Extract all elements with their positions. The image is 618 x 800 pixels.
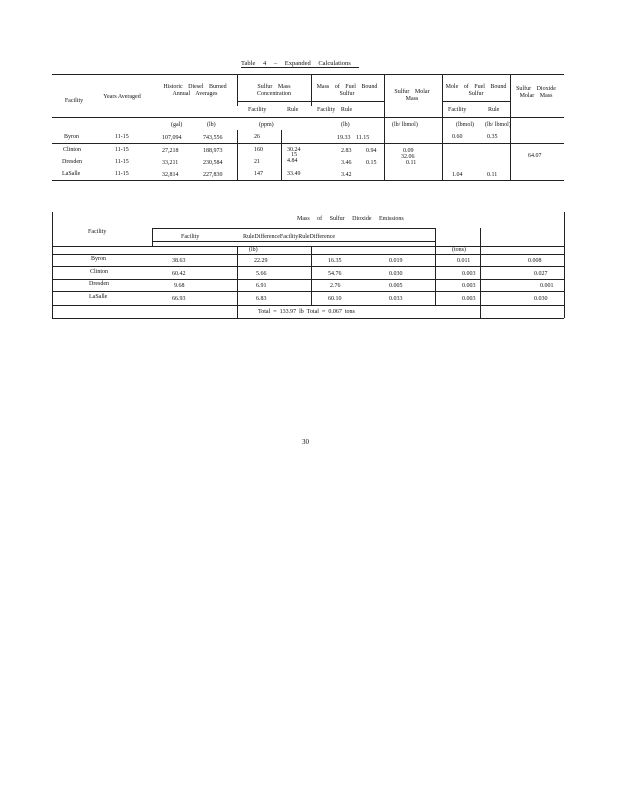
h-mole-fuel: Mole of Fuel Bound Sulfur bbox=[445, 84, 507, 97]
h-years: Years Averaged bbox=[103, 94, 141, 100]
h-fuel-sulfur: Mass of Fuel Bound Sulfur bbox=[316, 84, 378, 97]
t2-unit-lb: (lb) bbox=[249, 247, 258, 253]
t2-h-facility: Facility bbox=[88, 229, 107, 235]
rule-ppm: 15 bbox=[291, 152, 297, 158]
sub-rule2: Rule bbox=[488, 107, 500, 113]
h-facility: Facility bbox=[64, 98, 84, 104]
t1-bottom-border bbox=[52, 180, 564, 181]
sub-facility-rule: Facility Rule bbox=[317, 107, 353, 113]
molar-mass-value: 32.06 bbox=[401, 154, 415, 160]
unit-lb-lbmol2: (lb/ lbmol) bbox=[485, 122, 511, 128]
h-molar-mass: Sulfur Molar Mass bbox=[394, 89, 430, 102]
unit-lbmol: (lbmol) bbox=[456, 122, 474, 128]
h-so2-molar: Sulfur Dioxide Molar Mass bbox=[516, 86, 556, 99]
t2-right-border bbox=[564, 212, 565, 318]
t2-sub-rest: RuleDifferenceFacilityRuleDifference bbox=[243, 234, 336, 240]
sub-facility: Facility bbox=[248, 107, 267, 113]
t2-sub-facility: Facility bbox=[181, 234, 200, 240]
page-number: 30 bbox=[302, 438, 309, 446]
t2-group-header: Mass of Sulfur Dioxide Emissions bbox=[297, 216, 404, 222]
h-diesel: Historic Diesel Burned Annual Averages bbox=[163, 84, 227, 97]
table1-title: Table 4 – Expanded Calculations bbox=[241, 60, 351, 67]
so2-molar-mass-value: 64.07 bbox=[528, 153, 542, 159]
h-sulfur-conc: Sulfur Mass Concentration bbox=[257, 84, 291, 97]
unit-lb: (lb) bbox=[207, 122, 216, 128]
sub-facility2: Facility bbox=[448, 107, 467, 113]
t2-left-border bbox=[52, 212, 53, 318]
t2-total-row: Total = 133.97 lb Total = 0.067 tons bbox=[258, 309, 355, 315]
unit-lb2: (lb) bbox=[341, 122, 350, 128]
t2-bottom-border bbox=[52, 318, 564, 319]
t2-unit-tons: (tons) bbox=[452, 247, 466, 253]
sub-rule: Rule bbox=[287, 107, 299, 113]
t1-top-border bbox=[52, 74, 564, 75]
unit-lb-lbmol: (lb/ lbmol) bbox=[392, 122, 418, 128]
unit-gal: (gal) bbox=[171, 122, 183, 128]
title-underline bbox=[241, 67, 359, 68]
unit-ppm: (ppm) bbox=[259, 122, 274, 128]
